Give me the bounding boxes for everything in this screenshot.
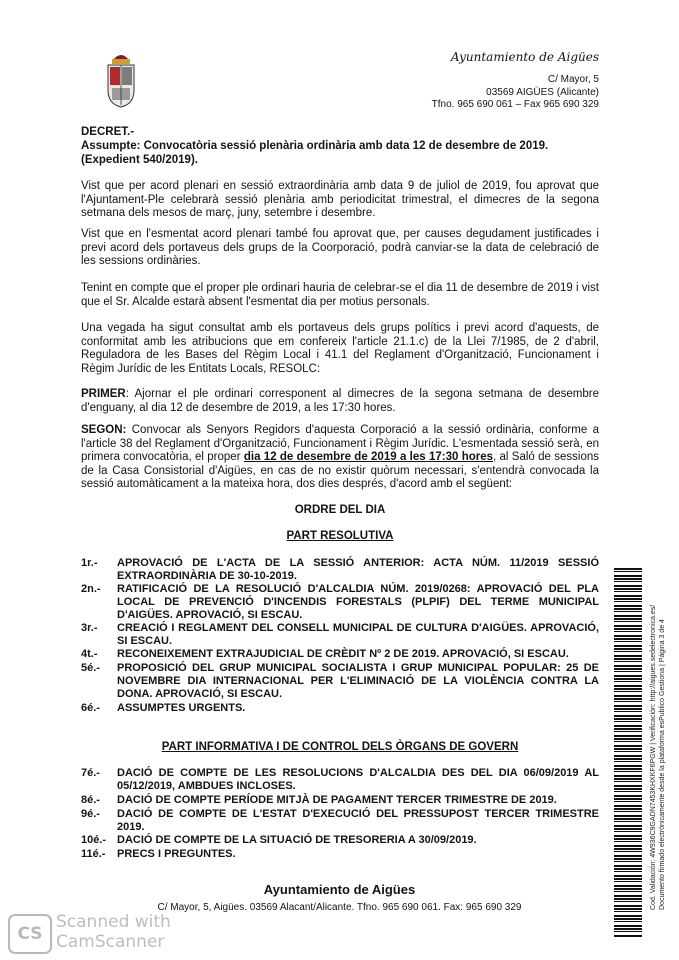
segon-paragraph xyxy=(81,424,599,492)
agenda-item-number: 9é.- xyxy=(81,808,100,820)
agenda-item xyxy=(81,794,599,807)
session-date: dia 12 de desembre de 2019 a les 17:30 hores xyxy=(243,451,494,463)
footer-title: Ayuntamiento de Aigües xyxy=(263,882,416,897)
address-line: C/ Mayor, 5 xyxy=(547,74,599,85)
decree-title: DECRET.- xyxy=(81,126,135,138)
paragraph: Una vegada ha sigut consultat amb els portaveus dels grups polítics i previ acord d'aquests, de conformitat amb les atribucions que em confereix l'article 21.1.c) de la Llei 7/1985, de 2 d'abril, Reguladora de les Bases del Règim Local i 41.1 del Reglament d'Organització, Funcionament i Règim Jurídic de les Entitats Locals, RESOLC: xyxy=(81,322,599,375)
paragraph: Vist que per acord plenari en sessió extraordinària amb data 9 de juliol de 2019, fou aprovat que l'Ajuntament-Ple celebrarà sessió plenària amb periodicitat trimestral, el dimecres de la segona setmana dels mesos de març, juny, setembre i desembre. xyxy=(81,180,599,219)
validation-side-text xyxy=(649,570,667,910)
primer-label: PRIMER xyxy=(81,388,126,400)
agenda-item-text: PRECS I PREGUNTES. xyxy=(117,848,236,860)
agenda-item xyxy=(81,808,599,834)
primer-paragraph xyxy=(81,388,599,415)
agenda-item xyxy=(81,622,599,648)
validation-line: Cod. Validación: 4W936C9GADN7453KHXKF6PGW | Verificación: http://aigues.sedelectronica.es/ xyxy=(650,604,657,910)
agenda-item-number: 2n.- xyxy=(81,583,101,595)
paragraph: Vist que en l'esmentat acord plenari també fou aprovat que, per causes degudament justificades i previ acord dels portaveus dels grups de la Coorporació, podrà canviar-se la data de celebració de les sessions ordinàries. xyxy=(81,228,599,267)
agenda-item xyxy=(81,557,599,583)
segon-text-end: , al Saló de sessions de la Casa Consistorial d'Aigües, en cas de no existir quòrum necessari, s'entendrà convocada la sessió automàticament a la mateixa hora, dos dies després, d'acord amb el següent: xyxy=(81,451,599,490)
agenda-item-number: 11é.- xyxy=(81,848,106,860)
segon-text: Convocar als Senyors Regidors d'aquesta Corporació a la sessió ordinària, conforme a l'article 38 del Reglament d'Organització, Funcionament i Règim Jurídic. L'esmentada sessió serà, en primera convocatòria, el proper xyxy=(81,424,599,463)
header-address xyxy=(432,74,599,112)
agenda-item-text: APROVACIÓ DE L'ACTA DE LA SESSIÓ ANTERIOR: ACTA NÚM. 11/2019 SESSIÓ EXTRAORDINÀRIA DE 30-10-2019. xyxy=(117,557,599,582)
agenda-item-text: RATIFICACIÓ DE LA RESOLUCIÓ D'ALCALDIA NÚM. 2019/0268: APROVACIÓ DEL PLA LOCAL DE PREVENCIÓ D'INCENDIS FORESTALS (PLPIF) DEL TERME MUNICIPAL D'AIGÜES. APROVACIÓ, SI ESCAU. xyxy=(117,583,599,621)
agenda-heading: ORDRE DEL DIA xyxy=(294,504,386,516)
agenda-item-text: DACIÓ DE COMPTE DE L'ESTAT D'EXECUCIÓ DEL PRESSUPOST TERCER TRIMESTRE 2019. xyxy=(117,808,599,833)
agenda-item xyxy=(81,767,599,793)
agenda-item-text: RECONEIXEMENT EXTRAJUDICIAL DE CRÈDIT Nº 2 DE 2019. APROVACIÓ, SI ESCAU. xyxy=(117,648,569,660)
paragraph: Tenint en compte que el proper ple ordinari hauria de celebrar-se el dia 11 de desembre de 2019 i vist que el Sr. Alcalde estarà absent l'esmentat dia per motius personals. xyxy=(81,282,599,308)
agenda-item-number: 7é.- xyxy=(81,767,100,779)
address-line: 03569 AIGÜES (Alicante) xyxy=(486,86,599,98)
agenda-item-number: 4t.- xyxy=(81,648,98,660)
camscanner-logo: CS xyxy=(8,914,52,954)
agenda-item xyxy=(81,702,599,715)
agenda-item xyxy=(81,848,599,861)
agenda-item-text: PROPOSICIÓ DEL GRUP MUNICIPAL SOCIALISTA I GRUP MUNICIPAL POPULAR: 25 DE NOVEMBRE DIA INTERNACIONAL PER L'ELIMINACIÓ DE LA VIOLÈNCIA CONTRA LA DONA. APROVACIÓ, SI ESCAU. xyxy=(117,662,599,700)
primer-text: : Ajornar el ple ordinari corresponent al dimecres de la segona setmana de desembre d'enguany, al dia 12 de desembre de 2019, a les 17:30 hores. xyxy=(81,388,599,414)
validation-line: Documento firmado electrónicamente desde la plataforma esPublico Gestiona | Página 3 de 4 xyxy=(659,619,666,910)
agenda-item-text: DACIÓ DE COMPTE DE LES RESOLUCIONS D'ALCALDIA DES DEL DIA 06/09/2019 AL 05/12/2019, AMBDUES INCLOSES. xyxy=(117,767,599,792)
address-line: Tfno. 965 690 061 – Fax 965 690 329 xyxy=(431,99,599,110)
agenda-item-text: DACIÓ DE COMPTE DE LA SITUACIÓ DE TRESORERIA A 30/09/2019. xyxy=(117,834,477,846)
agenda-item xyxy=(81,648,599,661)
agenda-item xyxy=(81,583,599,621)
agenda-item-text: DACIÓ DE COMPTE PERÍODE MITJÀ DE PAGAMENT TERCER TRIMESTRE DE 2019. xyxy=(117,794,557,806)
validation-barcode xyxy=(614,568,642,938)
segon-label: SEGON: xyxy=(81,424,127,436)
agenda-item-text: CREACIÓ I REGLAMENT DEL CONSELL MUNICIPAL DE CULTURA D'AIGÜES. APROVACIÓ, SI ESCAU. xyxy=(117,622,599,647)
agenda-item-number: 10é.- xyxy=(81,834,107,846)
agenda-item xyxy=(81,834,599,847)
agenda-item-number: 8é.- xyxy=(81,794,100,806)
watermark-line: Scanned with xyxy=(56,912,171,932)
agenda-item-text: ASSUMPTES URGENTS. xyxy=(117,702,246,714)
part-informativa-heading: PART INFORMATIVA I DE CONTROL DELS ÒRGANS DE GOVERN xyxy=(161,741,519,753)
agenda-item xyxy=(81,662,599,700)
agenda-item-number: 5é.- xyxy=(81,662,100,674)
agenda-item-number: 6é.- xyxy=(81,702,100,714)
agenda-item-number: 1r.- xyxy=(81,557,98,569)
decree-subject: Assumpte: Convocatòria sessió plenària ordinària amb data 12 de desembre de 2019. (Expedient 540/2019). xyxy=(81,140,549,166)
header-signature: Ayuntamiento de Aigües xyxy=(450,50,599,64)
watermark-line: CamScanner xyxy=(56,932,165,952)
coat-of-arms-icon xyxy=(104,50,138,108)
camscanner-watermark xyxy=(56,912,171,952)
part-resolutiva-heading: PART RESOLUTIVA xyxy=(286,530,394,542)
agenda-item-number: 3r.- xyxy=(81,622,98,634)
footer-address: C/ Mayor, 5, Aigües. 03569 Alacant/Alicante. Tfno. 965 690 061. Fax: 965 690 329 xyxy=(157,902,522,913)
